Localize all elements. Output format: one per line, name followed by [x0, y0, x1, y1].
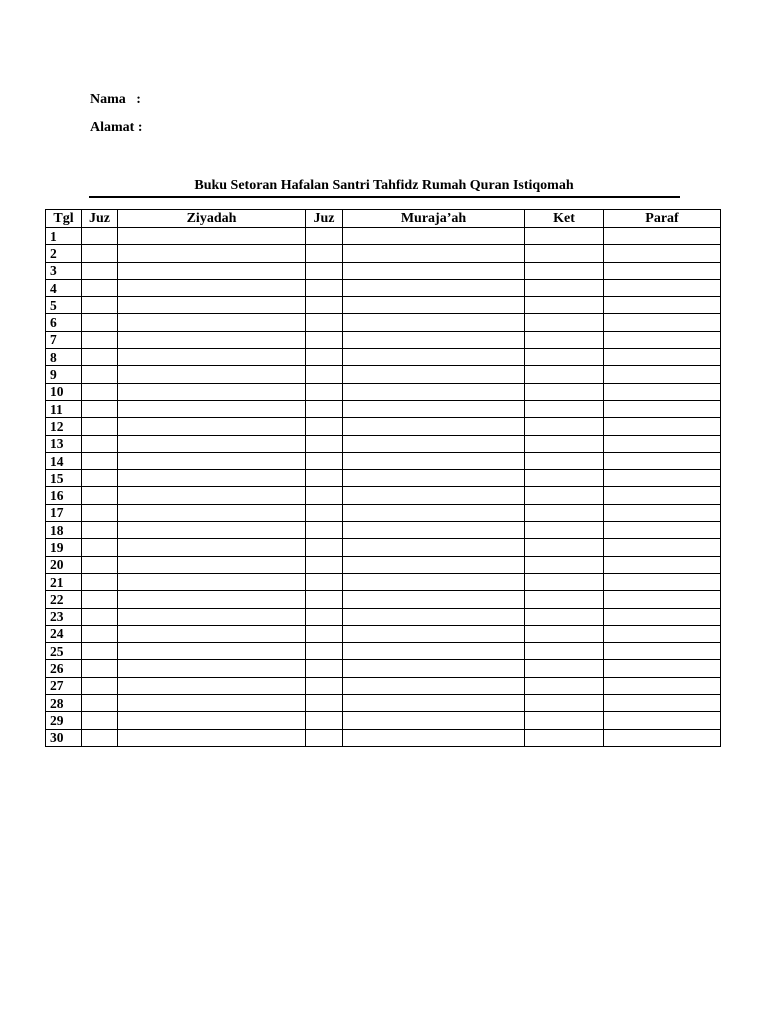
- paraf-cell[interactable]: [604, 522, 721, 539]
- murajaah-cell[interactable]: [343, 660, 525, 677]
- ket-cell[interactable]: [525, 643, 604, 660]
- juz-cell[interactable]: [306, 712, 343, 729]
- date-cell: 11: [46, 400, 82, 417]
- paraf-cell[interactable]: [604, 383, 721, 400]
- juz-cell[interactable]: [82, 487, 118, 504]
- table-row: [46, 435, 721, 452]
- murajaah-cell[interactable]: [343, 314, 525, 331]
- paraf-cell[interactable]: [604, 470, 721, 487]
- juz-cell[interactable]: [306, 625, 343, 642]
- juz-cell[interactable]: [82, 297, 118, 314]
- paraf-cell[interactable]: [604, 643, 721, 660]
- murajaah-cell[interactable]: [343, 504, 525, 521]
- murajaah-cell[interactable]: [343, 228, 525, 245]
- table-row: [46, 314, 721, 331]
- date-cell: 2: [46, 245, 82, 262]
- date-cell: 23: [46, 608, 82, 625]
- ket-cell[interactable]: [525, 366, 604, 383]
- juz-cell[interactable]: [306, 695, 343, 712]
- ket-cell[interactable]: [525, 383, 604, 400]
- date-cell: 20: [46, 556, 82, 573]
- header-murajaah: Muraja’ah: [343, 210, 525, 228]
- date-cell: 28: [46, 695, 82, 712]
- date-cell: 29: [46, 712, 82, 729]
- paraf-cell[interactable]: [604, 366, 721, 383]
- ziyadah-cell[interactable]: [118, 245, 306, 262]
- juz-cell[interactable]: [82, 677, 118, 694]
- date-cell: 19: [46, 539, 82, 556]
- ziyadah-cell[interactable]: [118, 314, 306, 331]
- ziyadah-cell[interactable]: [118, 712, 306, 729]
- date-cell: 5: [46, 297, 82, 314]
- ket-cell[interactable]: [525, 262, 604, 279]
- table-row: [46, 349, 721, 366]
- juz-cell[interactable]: [82, 262, 118, 279]
- table-row: [46, 418, 721, 435]
- date-cell: 25: [46, 643, 82, 660]
- murajaah-cell[interactable]: [343, 643, 525, 660]
- murajaah-cell[interactable]: [343, 349, 525, 366]
- juz-cell[interactable]: [306, 349, 343, 366]
- juz-cell[interactable]: [82, 279, 118, 296]
- ket-cell[interactable]: [525, 314, 604, 331]
- ziyadah-cell[interactable]: [118, 400, 306, 417]
- juz-cell[interactable]: [82, 539, 118, 556]
- paraf-cell[interactable]: [604, 400, 721, 417]
- ket-cell[interactable]: [525, 400, 604, 417]
- date-cell: 6: [46, 314, 82, 331]
- ziyadah-cell[interactable]: [118, 695, 306, 712]
- ket-cell[interactable]: [525, 729, 604, 746]
- date-cell: 8: [46, 349, 82, 366]
- ket-cell[interactable]: [525, 660, 604, 677]
- ket-cell[interactable]: [525, 452, 604, 469]
- paraf-cell[interactable]: [604, 279, 721, 296]
- juz-cell[interactable]: [82, 660, 118, 677]
- ziyadah-cell[interactable]: [118, 625, 306, 642]
- document-title: Buku Setoran Hafalan Santri Tahfidz Rumah Quran Istiqomah: [194, 178, 574, 193]
- juz-cell[interactable]: [306, 643, 343, 660]
- ziyadah-cell[interactable]: [118, 418, 306, 435]
- murajaah-cell[interactable]: [343, 297, 525, 314]
- juz-cell[interactable]: [82, 643, 118, 660]
- murajaah-cell[interactable]: [343, 573, 525, 590]
- title-underline: [89, 196, 680, 198]
- juz-cell[interactable]: [306, 245, 343, 262]
- table-row: [46, 539, 721, 556]
- paraf-cell[interactable]: [604, 297, 721, 314]
- table-header-row: [46, 210, 721, 228]
- nama-label: Nama :: [90, 92, 141, 107]
- ket-cell[interactable]: [525, 591, 604, 608]
- juz-cell[interactable]: [306, 556, 343, 573]
- murajaah-cell[interactable]: [343, 608, 525, 625]
- ket-cell[interactable]: [525, 349, 604, 366]
- ket-cell[interactable]: [525, 470, 604, 487]
- murajaah-cell[interactable]: [343, 262, 525, 279]
- table-row: [46, 643, 721, 660]
- juz-cell[interactable]: [82, 712, 118, 729]
- ket-cell[interactable]: [525, 331, 604, 348]
- ziyadah-cell[interactable]: [118, 487, 306, 504]
- table-row: [46, 695, 721, 712]
- ket-cell[interactable]: [525, 487, 604, 504]
- juz-cell[interactable]: [82, 591, 118, 608]
- juz-cell[interactable]: [82, 729, 118, 746]
- ket-cell[interactable]: [525, 539, 604, 556]
- ket-cell[interactable]: [525, 504, 604, 521]
- juz-cell[interactable]: [306, 470, 343, 487]
- murajaah-cell[interactable]: [343, 625, 525, 642]
- ziyadah-cell[interactable]: [118, 349, 306, 366]
- ziyadah-cell[interactable]: [118, 331, 306, 348]
- juz-cell[interactable]: [82, 695, 118, 712]
- alamat-label: Alamat :: [90, 120, 143, 135]
- table-row: [46, 677, 721, 694]
- ket-cell[interactable]: [525, 556, 604, 573]
- date-cell: 14: [46, 452, 82, 469]
- date-cell: 16: [46, 487, 82, 504]
- juz-cell[interactable]: [82, 228, 118, 245]
- juz-cell[interactable]: [82, 504, 118, 521]
- murajaah-cell[interactable]: [343, 331, 525, 348]
- paraf-cell[interactable]: [604, 349, 721, 366]
- date-cell: 30: [46, 729, 82, 746]
- murajaah-cell[interactable]: [343, 452, 525, 469]
- juz-cell[interactable]: [306, 539, 343, 556]
- ziyadah-cell[interactable]: [118, 643, 306, 660]
- table-row: [46, 504, 721, 521]
- ziyadah-cell[interactable]: [118, 435, 306, 452]
- juz-cell[interactable]: [82, 400, 118, 417]
- table-row: [46, 470, 721, 487]
- header-ket: Ket: [525, 210, 604, 228]
- paraf-cell[interactable]: [604, 695, 721, 712]
- juz-cell[interactable]: [82, 625, 118, 642]
- ziyadah-cell[interactable]: [118, 279, 306, 296]
- ziyadah-cell[interactable]: [118, 608, 306, 625]
- murajaah-cell[interactable]: [343, 383, 525, 400]
- ziyadah-cell[interactable]: [118, 556, 306, 573]
- ziyadah-cell[interactable]: [118, 677, 306, 694]
- ket-cell[interactable]: [525, 712, 604, 729]
- ziyadah-cell[interactable]: [118, 504, 306, 521]
- juz-cell[interactable]: [306, 522, 343, 539]
- murajaah-cell[interactable]: [343, 366, 525, 383]
- juz-cell[interactable]: [306, 591, 343, 608]
- ziyadah-cell[interactable]: [118, 591, 306, 608]
- table-row: [46, 591, 721, 608]
- table-row: [46, 712, 721, 729]
- juz-cell[interactable]: [82, 573, 118, 590]
- murajaah-cell[interactable]: [343, 522, 525, 539]
- ziyadah-cell[interactable]: [118, 539, 306, 556]
- date-cell: 15: [46, 470, 82, 487]
- juz-cell[interactable]: [306, 677, 343, 694]
- paraf-cell[interactable]: [604, 625, 721, 642]
- ket-cell[interactable]: [525, 608, 604, 625]
- ziyadah-cell[interactable]: [118, 660, 306, 677]
- paraf-cell[interactable]: [604, 660, 721, 677]
- paraf-cell[interactable]: [604, 591, 721, 608]
- table-row: [46, 487, 721, 504]
- header-juz-ziyadah: Juz: [82, 210, 118, 228]
- table-row: [46, 452, 721, 469]
- juz-cell[interactable]: [306, 452, 343, 469]
- paraf-cell[interactable]: [604, 331, 721, 348]
- table-row: [46, 573, 721, 590]
- date-cell: 21: [46, 573, 82, 590]
- paraf-cell[interactable]: [604, 228, 721, 245]
- paraf-cell[interactable]: [604, 504, 721, 521]
- ziyadah-cell[interactable]: [118, 729, 306, 746]
- ziyadah-cell[interactable]: [118, 383, 306, 400]
- juz-cell[interactable]: [306, 660, 343, 677]
- date-cell: 1: [46, 228, 82, 245]
- murajaah-cell[interactable]: [343, 279, 525, 296]
- header-paraf: Paraf: [604, 210, 721, 228]
- paraf-cell[interactable]: [604, 573, 721, 590]
- ziyadah-cell[interactable]: [118, 366, 306, 383]
- juz-cell[interactable]: [306, 366, 343, 383]
- murajaah-cell[interactable]: [343, 712, 525, 729]
- juz-cell[interactable]: [82, 556, 118, 573]
- header-ziyadah: Ziyadah: [118, 210, 306, 228]
- paraf-cell[interactable]: [604, 608, 721, 625]
- ziyadah-cell[interactable]: [118, 573, 306, 590]
- juz-cell[interactable]: [306, 279, 343, 296]
- murajaah-cell[interactable]: [343, 539, 525, 556]
- juz-cell[interactable]: [306, 418, 343, 435]
- table-row: [46, 297, 721, 314]
- juz-cell[interactable]: [82, 435, 118, 452]
- juz-cell[interactable]: [306, 487, 343, 504]
- table-row: [46, 366, 721, 383]
- juz-cell[interactable]: [82, 383, 118, 400]
- table-row: [46, 660, 721, 677]
- juz-cell[interactable]: [82, 418, 118, 435]
- murajaah-cell[interactable]: [343, 418, 525, 435]
- ket-cell[interactable]: [525, 625, 604, 642]
- date-cell: 13: [46, 435, 82, 452]
- juz-cell[interactable]: [82, 245, 118, 262]
- juz-cell[interactable]: [306, 608, 343, 625]
- juz-cell[interactable]: [306, 729, 343, 746]
- table-row: [46, 608, 721, 625]
- date-cell: 24: [46, 625, 82, 642]
- murajaah-cell[interactable]: [343, 400, 525, 417]
- paraf-cell[interactable]: [604, 729, 721, 746]
- table-row: [46, 400, 721, 417]
- juz-cell[interactable]: [306, 228, 343, 245]
- ket-cell[interactable]: [525, 435, 604, 452]
- paraf-cell[interactable]: [604, 712, 721, 729]
- murajaah-cell[interactable]: [343, 677, 525, 694]
- paraf-cell[interactable]: [604, 452, 721, 469]
- header-tgl: Tgl: [46, 210, 82, 228]
- murajaah-cell[interactable]: [343, 245, 525, 262]
- paraf-cell[interactable]: [604, 245, 721, 262]
- juz-cell[interactable]: [82, 522, 118, 539]
- juz-cell[interactable]: [82, 470, 118, 487]
- date-cell: 10: [46, 383, 82, 400]
- header-juz-murajaah: Juz: [306, 210, 343, 228]
- ziyadah-cell[interactable]: [118, 470, 306, 487]
- ket-cell[interactable]: [525, 522, 604, 539]
- table-row: [46, 625, 721, 642]
- juz-cell[interactable]: [82, 366, 118, 383]
- juz-cell[interactable]: [82, 349, 118, 366]
- ziyadah-cell[interactable]: [118, 262, 306, 279]
- date-cell: 9: [46, 366, 82, 383]
- ket-cell[interactable]: [525, 573, 604, 590]
- paraf-cell[interactable]: [604, 262, 721, 279]
- juz-cell[interactable]: [306, 400, 343, 417]
- table-row: [46, 383, 721, 400]
- table-row: [46, 556, 721, 573]
- paraf-cell[interactable]: [604, 487, 721, 504]
- date-cell: 3: [46, 262, 82, 279]
- murajaah-cell[interactable]: [343, 695, 525, 712]
- table-row: [46, 228, 721, 245]
- table-row: [46, 729, 721, 746]
- juz-cell[interactable]: [306, 383, 343, 400]
- murajaah-cell[interactable]: [343, 729, 525, 746]
- murajaah-cell[interactable]: [343, 591, 525, 608]
- ziyadah-cell[interactable]: [118, 297, 306, 314]
- paraf-cell[interactable]: [604, 314, 721, 331]
- date-cell: 22: [46, 591, 82, 608]
- ziyadah-cell[interactable]: [118, 522, 306, 539]
- paraf-cell[interactable]: [604, 435, 721, 452]
- juz-cell[interactable]: [306, 297, 343, 314]
- ket-cell[interactable]: [525, 245, 604, 262]
- ziyadah-cell[interactable]: [118, 452, 306, 469]
- date-cell: 18: [46, 522, 82, 539]
- murajaah-cell[interactable]: [343, 556, 525, 573]
- table-row: [46, 245, 721, 262]
- ket-cell[interactable]: [525, 279, 604, 296]
- table-row: [46, 331, 721, 348]
- date-cell: 27: [46, 677, 82, 694]
- murajaah-cell[interactable]: [343, 435, 525, 452]
- juz-cell[interactable]: [82, 314, 118, 331]
- table-row: [46, 522, 721, 539]
- juz-cell[interactable]: [306, 262, 343, 279]
- paraf-cell[interactable]: [604, 539, 721, 556]
- ket-cell[interactable]: [525, 228, 604, 245]
- ket-cell[interactable]: [525, 418, 604, 435]
- date-cell: 12: [46, 418, 82, 435]
- juz-cell[interactable]: [82, 331, 118, 348]
- juz-cell[interactable]: [82, 608, 118, 625]
- juz-cell[interactable]: [306, 573, 343, 590]
- table-row: [46, 279, 721, 296]
- date-cell: 26: [46, 660, 82, 677]
- juz-cell[interactable]: [82, 452, 118, 469]
- memorization-log-table: [45, 209, 721, 747]
- juz-cell[interactable]: [306, 331, 343, 348]
- ket-cell[interactable]: [525, 695, 604, 712]
- date-cell: 4: [46, 279, 82, 296]
- juz-cell[interactable]: [306, 314, 343, 331]
- murajaah-cell[interactable]: [343, 487, 525, 504]
- paraf-cell[interactable]: [604, 677, 721, 694]
- murajaah-cell[interactable]: [343, 470, 525, 487]
- ket-cell[interactable]: [525, 677, 604, 694]
- ziyadah-cell[interactable]: [118, 228, 306, 245]
- date-cell: 17: [46, 504, 82, 521]
- table-row: [46, 262, 721, 279]
- date-cell: 7: [46, 331, 82, 348]
- juz-cell[interactable]: [306, 504, 343, 521]
- juz-cell[interactable]: [306, 435, 343, 452]
- paraf-cell[interactable]: [604, 418, 721, 435]
- paraf-cell[interactable]: [604, 556, 721, 573]
- ket-cell[interactable]: [525, 297, 604, 314]
